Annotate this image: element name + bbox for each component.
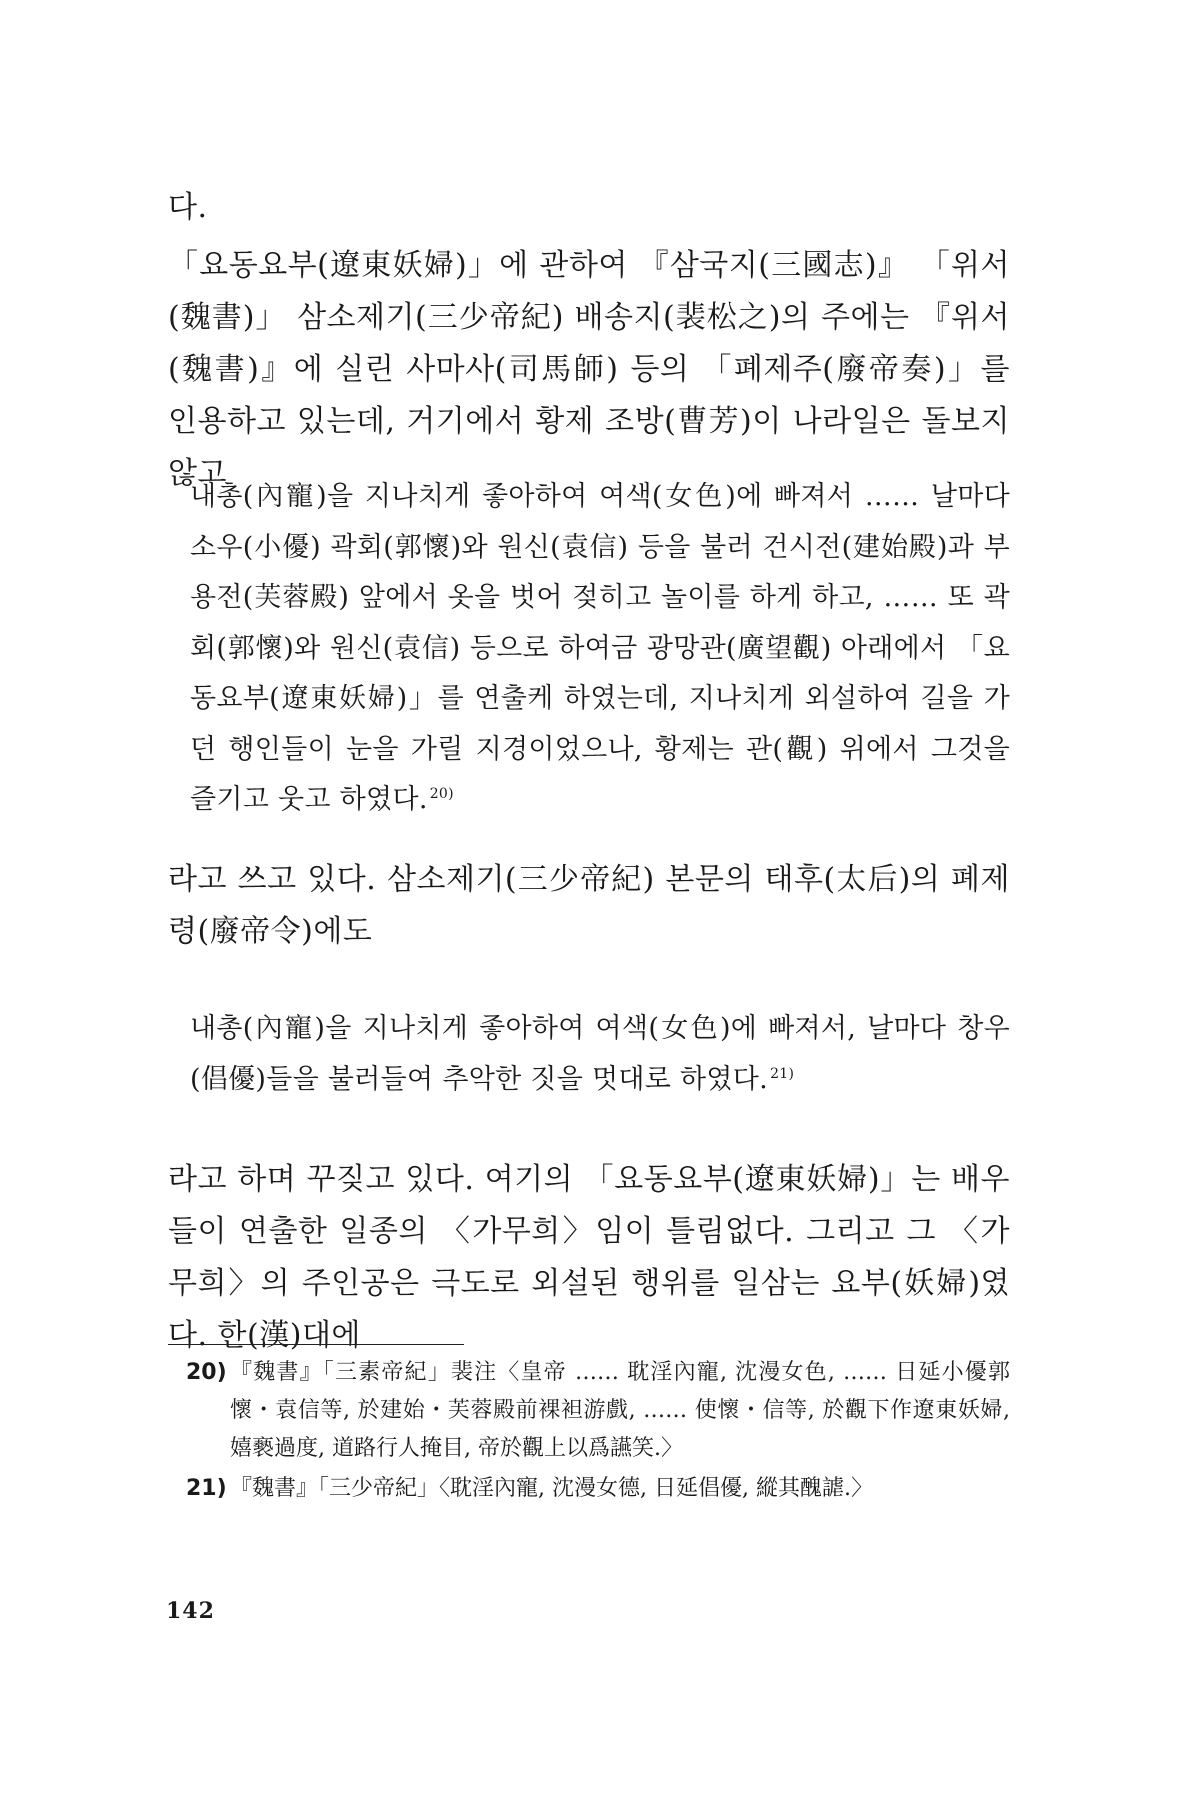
intro-text: 「요동요부(遼東妖婦)」에 관하여 『삼국지(三國志)』 「위서(魏書)」 삼소제기(三少帝紀) 배송지(裴松之)의 주에는 『위서(魏書)』에 실린 사마사(司馬師) 등의 「폐제주(廢帝奏)」를 인용하고 있는데, 거기에서 황제 조방(曹芳)이 나라일은 돌보지 않고 [168, 248, 1010, 491]
footnote-number: 20) [186, 1360, 227, 1385]
block-quote-2-text: 내총(內寵)을 지나치게 좋아하여 여색(女色)에 빠져서, 날마다 창우(倡優)들을 불러들여 추악한 짓을 멋대로 하였다. [190, 1013, 1010, 1095]
footnote-ref-20[interactable]: 20) [429, 786, 454, 802]
block-quote-1 [190, 472, 1010, 826]
page-number: 142 [166, 1598, 215, 1624]
closing-text: 라고 하며 꾸짖고 있다. 여기의 「요동요부(遼東妖婦)」는 배우들이 연출한 일종의 〈가무희〉임이 틀림없다. 그리고 그 〈가무희〉의 주인공은 극도로 외설된 행위를 일삼는 요부(妖婦)였다. 한(漢)대에 [168, 1162, 1010, 1353]
footnote-text: 『魏書』「三素帝紀」裴注〈皇帝 …… 耽淫內寵, 沈漫女色, …… 日延小優郭懷・袁信等, 於建始・芙蓉殿前裸袒游戲, …… 使懷・信等, 於觀下作遼東妖婦, 嬉褻過度, 道路行人掩目, 帝於觀上以爲讌笑.〉 [230, 1360, 1010, 1461]
footnote-text: 『魏書』「三少帝紀」〈耽淫內寵, 沈漫女德, 日延倡優, 縱其醜謔.〉 [230, 1476, 873, 1501]
intro-paragraph [168, 182, 1010, 500]
middle-paragraph [168, 854, 1010, 958]
block-quote-1-text: 내총(內寵)을 지나치게 좋아하여 여색(女色)에 빠져서 …… 날마다 소우(小優) 곽회(郭懷)와 원신(袁信) 등을 불러 건시전(建始殿)과 부용전(芙蓉殿) 앞에서 옷을 벗어 젖히고 놀이를 하게 하고, …… 또 곽회(郭懷)와 원신(袁信) 등으로 하여금 광망관(廣望觀) 아래에서 「요동요부(遼東妖婦)」를 연출케 하였는데, 지나치게 외설하여 길을 가던 행인들이 눈을 가릴 지경이었으나, 황제는 관(觀) 위에서 그것을 즐기고 웃고 하였다. [190, 481, 1010, 815]
intro-first-line: 다. [168, 190, 208, 225]
footnote-20 [186, 1354, 1010, 1468]
footnote-number: 21) [186, 1476, 227, 1501]
footnote-21 [186, 1470, 1010, 1508]
closing-paragraph [168, 1154, 1010, 1362]
footnotes [186, 1354, 1010, 1510]
middle-text: 라고 쓰고 있다. 삼소제기(三少帝紀) 본문의 태후(太后)의 폐제령(廢帝令)에도 [168, 862, 1010, 949]
footnote-divider [168, 1344, 464, 1345]
block-quote-2 [190, 1004, 1010, 1105]
footnote-ref-21[interactable]: 21) [770, 1065, 795, 1082]
